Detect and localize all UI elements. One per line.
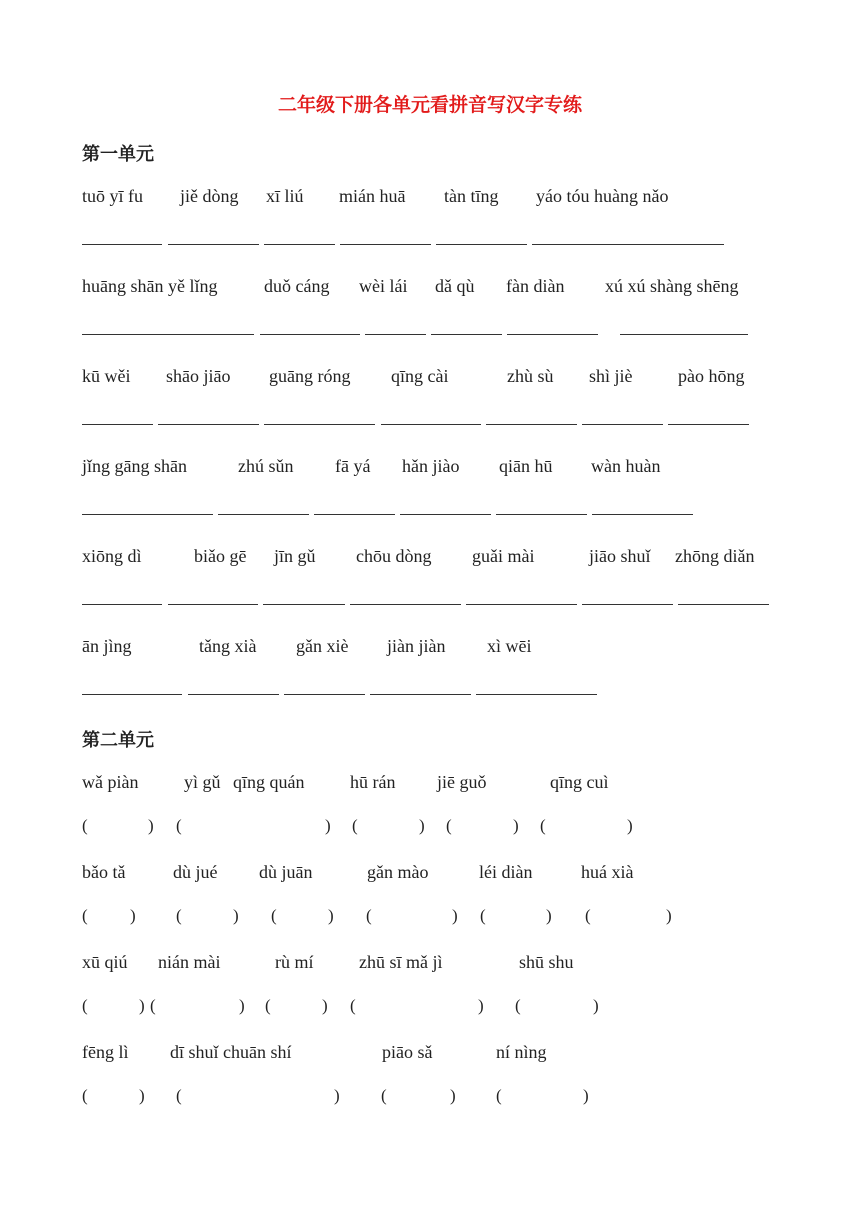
pinyin-word: zhù sù bbox=[507, 366, 554, 386]
paren-row bbox=[0, 904, 860, 930]
answer-line bbox=[168, 244, 259, 245]
answer-paren-close: ) bbox=[239, 996, 245, 1015]
pinyin-row bbox=[0, 184, 860, 210]
pinyin-word: biǎo gē bbox=[194, 546, 247, 566]
paren-row bbox=[0, 1084, 860, 1110]
answer-line bbox=[82, 334, 254, 335]
answer-paren-open: ( bbox=[381, 1086, 387, 1105]
pinyin-word: pào hōng bbox=[678, 366, 745, 386]
answer-line bbox=[486, 424, 577, 425]
pinyin-word: tàn tīng bbox=[444, 186, 499, 206]
answer-paren-open: ( bbox=[585, 906, 591, 925]
answer-line-row bbox=[0, 334, 860, 360]
answer-paren-open: ( bbox=[176, 816, 182, 835]
pinyin-word: zhōng diǎn bbox=[675, 546, 755, 566]
answer-paren-close: ) bbox=[322, 996, 328, 1015]
answer-paren-close: ) bbox=[513, 816, 519, 835]
pinyin-word: xì wēi bbox=[487, 636, 532, 656]
answer-paren-close: ) bbox=[328, 906, 334, 925]
answer-line-row bbox=[0, 514, 860, 540]
answer-paren-close: ) bbox=[546, 906, 552, 925]
pinyin-row bbox=[0, 950, 860, 976]
pinyin-word: jiē guǒ bbox=[437, 772, 487, 792]
unit-one-heading: 第一单元 bbox=[82, 144, 154, 165]
pinyin-word: guāng róng bbox=[269, 366, 351, 386]
answer-line bbox=[218, 514, 309, 515]
answer-line-row bbox=[0, 694, 860, 720]
pinyin-word: dǎ qù bbox=[435, 276, 475, 296]
answer-line bbox=[400, 514, 491, 515]
pinyin-word: hǎn jiào bbox=[402, 456, 460, 476]
answer-line bbox=[340, 244, 431, 245]
answer-line bbox=[592, 514, 693, 515]
answer-line bbox=[476, 694, 597, 695]
answer-paren-open: ( bbox=[176, 906, 182, 925]
answer-line bbox=[82, 694, 182, 695]
unit-two-heading: 第二单元 bbox=[82, 730, 154, 751]
answer-paren-close: ) bbox=[627, 816, 633, 835]
pinyin-word: jǐng gāng shān bbox=[82, 456, 187, 476]
pinyin-word: wàn huàn bbox=[591, 456, 661, 476]
pinyin-row bbox=[0, 544, 860, 570]
pinyin-word: fēng lì bbox=[82, 1042, 129, 1062]
answer-paren-open: ( bbox=[446, 816, 452, 835]
answer-paren-open: ( bbox=[350, 996, 356, 1015]
pinyin-word: shū shu bbox=[519, 952, 574, 972]
pinyin-word: jiàn jiàn bbox=[387, 636, 446, 656]
pinyin-word: fàn diàn bbox=[506, 276, 565, 296]
answer-paren-close: ) bbox=[139, 1086, 145, 1105]
pinyin-word: kū wěi bbox=[82, 366, 131, 386]
answer-line bbox=[260, 334, 360, 335]
pinyin-word: jīn gǔ bbox=[274, 546, 316, 566]
pinyin-word: xū qiú bbox=[82, 952, 128, 972]
pinyin-word: fā yá bbox=[335, 456, 371, 476]
answer-line bbox=[350, 604, 461, 605]
answer-paren-close: ) bbox=[593, 996, 599, 1015]
pinyin-word: tǎng xià bbox=[199, 636, 257, 656]
answer-line bbox=[381, 424, 481, 425]
answer-paren-close: ) bbox=[419, 816, 425, 835]
answer-line bbox=[264, 424, 375, 425]
answer-paren-close: ) bbox=[452, 906, 458, 925]
answer-line bbox=[496, 514, 587, 515]
answer-paren-close: ) bbox=[583, 1086, 589, 1105]
answer-line bbox=[620, 334, 748, 335]
answer-paren-open: ( bbox=[82, 1086, 88, 1105]
pinyin-word: shāo jiāo bbox=[166, 366, 231, 386]
answer-line bbox=[365, 334, 426, 335]
answer-paren-open: ( bbox=[176, 1086, 182, 1105]
answer-line bbox=[82, 604, 162, 605]
pinyin-word: gǎn xiè bbox=[296, 636, 349, 656]
answer-paren-close: ) bbox=[334, 1086, 340, 1105]
answer-paren-open: ( bbox=[271, 906, 277, 925]
answer-line bbox=[678, 604, 769, 605]
pinyin-word: duǒ cáng bbox=[264, 276, 330, 296]
answer-line bbox=[314, 514, 395, 515]
pinyin-word: léi diàn bbox=[479, 862, 533, 882]
pinyin-word: bǎo tǎ bbox=[82, 862, 126, 882]
answer-line bbox=[370, 694, 471, 695]
answer-paren-open: ( bbox=[82, 996, 88, 1015]
pinyin-word: yáo tóu huàng nǎo bbox=[536, 186, 669, 206]
answer-paren-open: ( bbox=[515, 996, 521, 1015]
pinyin-word: chōu dòng bbox=[356, 546, 432, 566]
answer-paren-open: ( bbox=[150, 996, 156, 1015]
answer-line bbox=[82, 424, 153, 425]
pinyin-word: mián huā bbox=[339, 186, 406, 206]
pinyin-word: ní nìng bbox=[496, 1042, 547, 1062]
answer-line bbox=[431, 334, 502, 335]
answer-paren-open: ( bbox=[352, 816, 358, 835]
answer-paren-open: ( bbox=[480, 906, 486, 925]
pinyin-word: dī shuǐ chuān shí bbox=[170, 1042, 292, 1062]
pinyin-row bbox=[0, 1040, 860, 1066]
pinyin-row bbox=[0, 770, 860, 796]
answer-line-row bbox=[0, 604, 860, 630]
pinyin-word: nián mài bbox=[158, 952, 221, 972]
pinyin-row bbox=[0, 364, 860, 390]
pinyin-word: piāo sǎ bbox=[382, 1042, 433, 1062]
pinyin-word: xī liú bbox=[266, 186, 304, 206]
answer-paren-close: ) bbox=[130, 906, 136, 925]
pinyin-row bbox=[0, 634, 860, 660]
pinyin-word: yì gǔ bbox=[184, 772, 221, 792]
pinyin-word: huá xià bbox=[581, 862, 634, 882]
answer-paren-open: ( bbox=[540, 816, 546, 835]
pinyin-word: xiōng dì bbox=[82, 546, 142, 566]
answer-paren-close: ) bbox=[666, 906, 672, 925]
pinyin-row bbox=[0, 860, 860, 886]
pinyin-word: jiě dòng bbox=[180, 186, 239, 206]
worksheet-title: 二年级下册各单元看拼音写汉字专练 bbox=[277, 94, 582, 116]
pinyin-row bbox=[0, 274, 860, 300]
answer-paren-open: ( bbox=[82, 906, 88, 925]
pinyin-word: rù mí bbox=[275, 952, 314, 972]
answer-line-row bbox=[0, 424, 860, 450]
answer-line bbox=[466, 604, 577, 605]
pinyin-row bbox=[0, 454, 860, 480]
pinyin-word: gǎn mào bbox=[367, 862, 429, 882]
answer-paren-open: ( bbox=[265, 996, 271, 1015]
answer-line bbox=[168, 604, 258, 605]
pinyin-word: dù juān bbox=[259, 862, 313, 882]
answer-line-row bbox=[0, 244, 860, 270]
answer-paren-open: ( bbox=[82, 816, 88, 835]
pinyin-word: jiāo shuǐ bbox=[589, 546, 651, 566]
pinyin-word: qīng cài bbox=[391, 366, 449, 386]
answer-line bbox=[264, 244, 335, 245]
answer-line bbox=[532, 244, 724, 245]
answer-line bbox=[158, 424, 259, 425]
answer-paren-open: ( bbox=[366, 906, 372, 925]
pinyin-word: xú xú shàng shēng bbox=[605, 276, 739, 296]
pinyin-word: qiān hū bbox=[499, 456, 553, 476]
answer-line bbox=[436, 244, 527, 245]
pinyin-word: guǎi mài bbox=[472, 546, 535, 566]
pinyin-word: zhū sī mǎ jì bbox=[359, 952, 443, 972]
pinyin-word: shì jiè bbox=[589, 366, 633, 386]
answer-line bbox=[82, 244, 162, 245]
answer-line bbox=[507, 334, 598, 335]
pinyin-word: tuō yī fu bbox=[82, 186, 143, 206]
paren-row bbox=[0, 994, 860, 1020]
answer-paren-close: ) bbox=[233, 906, 239, 925]
pinyin-word: huāng shān yě lǐng bbox=[82, 276, 218, 296]
answer-line bbox=[582, 604, 673, 605]
pinyin-word: wǎ piàn bbox=[82, 772, 139, 792]
pinyin-word: ān jìng bbox=[82, 636, 132, 656]
answer-line bbox=[188, 694, 279, 695]
answer-paren-close: ) bbox=[478, 996, 484, 1015]
answer-line bbox=[582, 424, 663, 425]
answer-paren-close: ) bbox=[139, 996, 145, 1015]
answer-paren-close: ) bbox=[148, 816, 154, 835]
pinyin-word: qīng cuì bbox=[550, 772, 609, 792]
pinyin-word: zhú sǔn bbox=[238, 456, 294, 476]
answer-line bbox=[284, 694, 365, 695]
pinyin-word: qīng quán bbox=[233, 772, 305, 792]
pinyin-word: wèi lái bbox=[359, 276, 408, 296]
pinyin-word: dù jué bbox=[173, 862, 218, 882]
paren-row bbox=[0, 814, 860, 840]
pinyin-word: hū rán bbox=[350, 772, 396, 792]
answer-line bbox=[82, 514, 213, 515]
answer-paren-close: ) bbox=[325, 816, 331, 835]
answer-line bbox=[668, 424, 749, 425]
answer-paren-open: ( bbox=[496, 1086, 502, 1105]
answer-paren-close: ) bbox=[450, 1086, 456, 1105]
answer-line bbox=[263, 604, 345, 605]
